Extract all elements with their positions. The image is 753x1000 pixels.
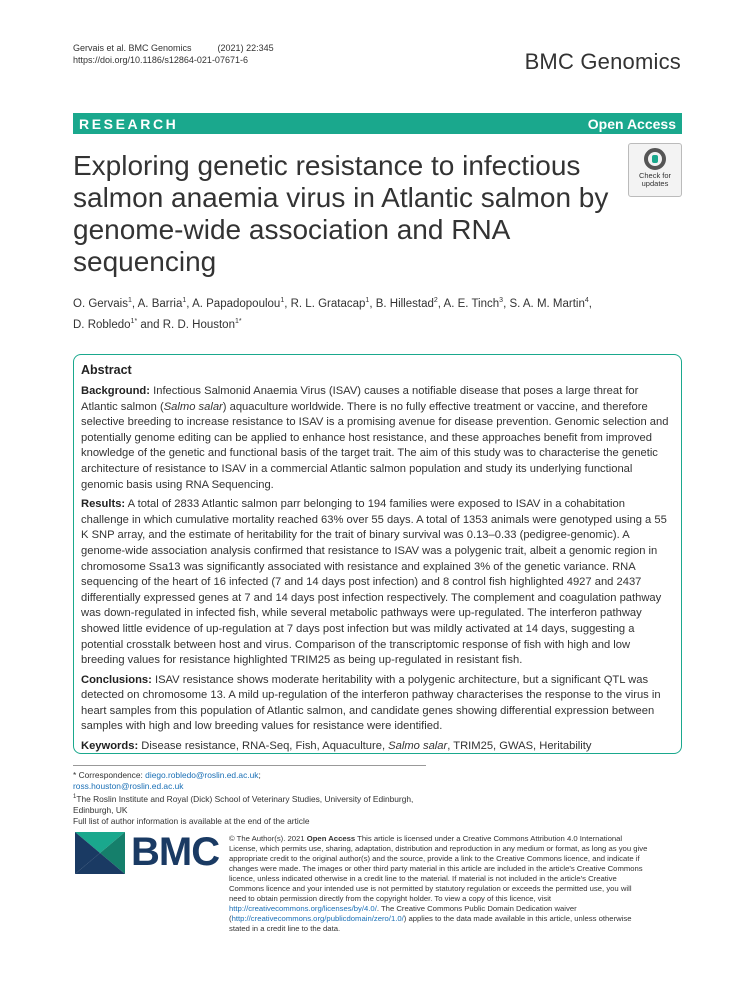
license-link[interactable]: http://creativecommons.org/licenses/by/4.0/ [229,904,377,913]
abstract-background: Background: Infectious Salmonid Anaemia Virus (ISAV) causes a notifiable disease that poses a large threat for Atlantic salmon (Salmo salar) aquaculture worldwide. There is no fully effective treatment or vaccine, and therefore selective breeding to increase resistance to ISAV is a promising avenue for disease prevention. Genomic selection and potentially genome editing can be applied to enhance host resistance, and these approaches benefit from improved knowledge of the genetic and functional basis of the target trait. The aim of this study was to characterise the genetic architecture of resistance to ISAV in a commercial Atlantic salmon population and study its underlying functional genomic basis using RNA Sequencing. [81,385,669,491]
author-info-note: Full list of author information is available at the end of the article [73,815,310,826]
author[interactable]: S. A. M. Martin [509,297,585,310]
abstract-box [73,354,682,754]
author[interactable]: A. Papadopoulou [192,297,281,310]
doi-link[interactable]: https://doi.org/10.1186/s12864-021-07671-6 [73,55,248,65]
citation-header [73,42,274,66]
open-access-label: Open Access [587,115,676,132]
author[interactable]: B. Hillestad [375,297,434,310]
crossmark-icon [644,148,666,170]
check-for-updates-button[interactable] [628,143,682,197]
author[interactable]: A. Barria [137,297,183,310]
author-line-1: O. Gervais$^1$, A. Barria$^1$, A. Papadopoulou$^1$, R. L. Gratacap$^1$, B. Hillestad$^2$, A. E. Tinch$^3$, S. A. M. Martin$^4$, [73,297,592,310]
author-list [73,292,673,334]
author[interactable]: O. Gervais [73,297,128,310]
waiver-link[interactable]: http://creativecommons.org/publicdomain/zero/1.0/ [231,914,404,923]
article-type-banner [73,113,682,134]
correspondence-footnote: * Correspondence: diego.robledo@roslin.ed.ac.uk; ross.houston@roslin.ed.ac.uk $^1$The Roslin Institute and Royal (Dick) School of Veterinary Studies, University of Edinburgh, Edinburgh, UK Full list of author information is available at the end of the article [73,765,426,827]
license-text: © The Author(s). 2021 Open Access This article is licensed under a Creative Commons Attribution 4.0 International License, which permits use, sharing, adaptation, distribution and reproduction in any medium or format, as long as you give appropriate credit to the original author(s) and the source, provide a link to the Creative Commons licence, and indicate if changes were made. The images or other third party material in this article are included in the article's Creative Commons licence, unless indicated otherwise in a credit line to the material. If material is not included in the article's Creative Commons licence and your intended use is not permitted by statutory regulation or exceeds the permitted use, you will need to obtain permission directly from the copyright holder. To view a copy of this licence, visit http://creativecommons.org/licenses/by/4.0/. The Creative Commons Public Domain Dedication waiver (http://creativecommons.org/publicdomain/zero/1.0/) applies to the data made available in this article, unless otherwise stated in a credit line to the data. [229,834,648,933]
abstract-results: Results: A total of 2833 Atlantic salmon parr belonging to 194 families were exposed to ISAV in a cohabitation challenge in which cumulative mortality reached 63% over 55 days. A total of 1353 animals were genotyped using a 55 K SNP array, and the estimate of heritability for the trait of binary survival was 0.13–0.33 (pedigree-genomic). A genome-wide association analysis confirmed that resistance to ISAV was a polygenic trait, albeit a genomic region in chromosome Ssa13 was significantly associated with resistance and explained 3% of the genetic variance. RNA sequencing of the heart of 16 infected (7 and 14 days post infection) and 8 control fish highlighted 4927 and 2437 differentially expressed genes at 7 and 14 days post infection respectively. The complement and coagulation pathway was down-regulated in infected fish, while several metabolic pathways were up-regulated. The interferon pathway showed little evidence of up-regulation at 7 days post infection but was mildly activated at 14 days, suggesting a potential crosstalk between host and virus. Comparison of the transcriptomic response of fish with high and low breeding values for resistance highlighted TRIM25 as being up-regulated in resistant fish. [81,498,667,667]
author[interactable]: D. Robledo [73,318,131,331]
email-link[interactable]: ross.houston@roslin.ed.ac.uk [73,781,184,791]
article-type: RESEARCH [79,115,179,132]
author[interactable]: R. D. Houston [162,318,235,331]
abstract-keywords: Keywords: Disease resistance, RNA-Seq, Fish, Aquaculture, Salmo salar, TRIM25, GWAS, Heritability [81,740,592,753]
citation-volume: (2021) 22:345 [217,43,274,53]
author[interactable]: A. E. Tinch [443,297,500,310]
bmc-logo-text: BMC [131,830,220,874]
author-line-2: D. Robledo$^{1*}$ and R. D. Houston$^{1*}$ [73,317,242,331]
abstract-conclusions: Conclusions: ISAV resistance shows moderate heritability with a polygenic architecture, but a significant QTL was detected on chromosome 13. A mild up-regulation of the interferon pathway characterises the response to the virus in heart samples from this population of Atlantic salmon, and candidate genes showing differential expression between samples with high and low breeding values for resistance were identified. [81,673,661,733]
bmc-logo-icon [75,832,125,874]
journal-name: BMC Genomics [524,49,681,74]
bmc-logo [75,830,220,875]
article-title: Exploring genetic resistance to infectious salmon anaemia virus in Atlantic salmon by genome-wide association and RNA sequencing [73,150,609,277]
abstract-heading: Abstract [81,363,132,377]
author[interactable]: R. L. Gratacap [290,297,366,310]
citation-journal: Gervais et al. BMC Genomics [73,43,192,53]
affiliation: $^1$The Roslin Institute and Royal (Dick) School of Veterinary Studies, University of Edinburgh, Edinburgh, UK [73,793,414,815]
check-updates-text: Check for updates [638,171,672,188]
email-link[interactable]: diego.robledo@roslin.ed.ac.uk [145,770,259,780]
